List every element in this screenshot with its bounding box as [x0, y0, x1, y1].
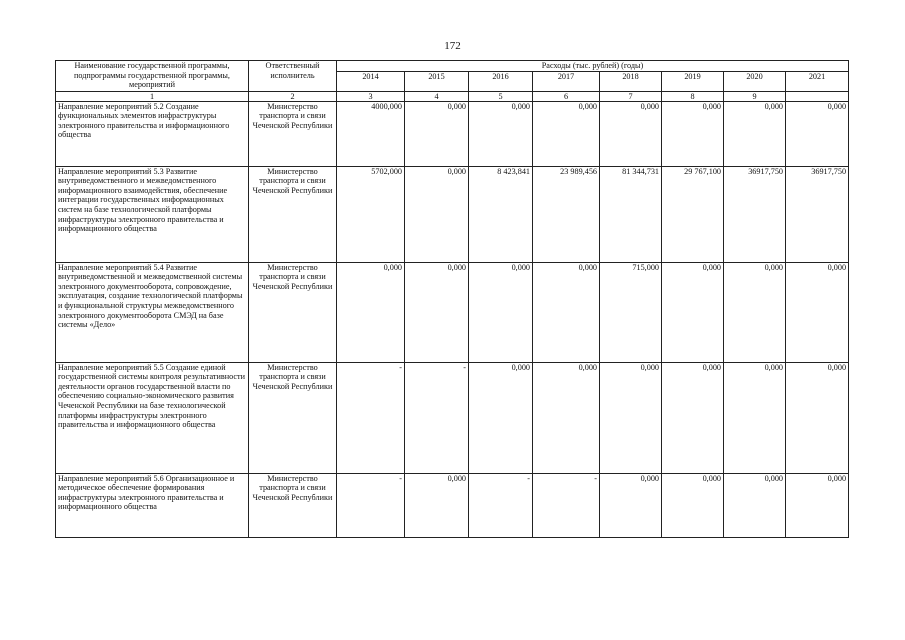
activity-name: Направление мероприятий 5.5 Создание единой государственной системы контроля результативности деятельности органов государственной власти по обеспечению социально-экономического развития Чеченской Республики на базе технологической платформы инфраструктуры электронного правительства и информационного общества [56, 362, 249, 473]
expense-value: 0,000 [662, 473, 724, 537]
expense-value: 0,000 [533, 262, 600, 362]
expense-value: 0,000 [533, 362, 600, 473]
expense-value: 0,000 [405, 473, 469, 537]
expense-value: 0,000 [662, 101, 724, 166]
expense-value: 0,000 [405, 262, 469, 362]
column-number-row [56, 91, 849, 101]
expense-value: 4000,000 [337, 101, 405, 166]
expense-value: 0,000 [469, 362, 533, 473]
column-number: 1 [56, 91, 249, 101]
expense-value: 0,000 [469, 262, 533, 362]
year-header: 2020 [724, 71, 786, 91]
activity-name: Направление мероприятий 5.3 Развитие внутриведомственного и межведомственного информационного взаимодействия, обеспечение интеграции государственных информационных систем на базе технологической платформы инфраструктуры электронного правительства и информационного общества [56, 166, 249, 262]
expense-value: 29 767,100 [662, 166, 724, 262]
expense-value: 0,000 [662, 362, 724, 473]
executor-column-header: Ответственный исполнитель [249, 61, 337, 92]
table-row [56, 262, 849, 362]
expense-value: - [469, 473, 533, 537]
year-header: 2015 [405, 71, 469, 91]
column-number: 2 [249, 91, 337, 101]
expense-value: - [533, 473, 600, 537]
year-header: 2019 [662, 71, 724, 91]
table-row [56, 166, 849, 262]
name-column-header: Наименование государственной программы, подпрограммы государственной программы, мероприятий [56, 61, 249, 92]
executor: Министерство транспорта и связи Чеченской Республики [249, 101, 337, 166]
activity-name: Направление мероприятий 5.4 Развитие внутриведомственной и межведомственной системы электронного документооборота, сопровождение, эксплуатация, создание технологической платформы и функциональной структуры межведомственного электронного документооборота СМЭД на базе системы «Дело» [56, 262, 249, 362]
expense-value: 0,000 [724, 473, 786, 537]
table-row [56, 362, 849, 473]
expense-value: 0,000 [600, 101, 662, 166]
expense-value: 0,000 [786, 262, 849, 362]
expense-value: 0,000 [724, 262, 786, 362]
expense-value: - [337, 473, 405, 537]
expense-value: 0,000 [786, 101, 849, 166]
header-row-top [56, 61, 849, 72]
activity-name: Направление мероприятий 5.6 Организационное и методическое обеспечение формирования инфраструктуры электронного правительства и информационного общества [56, 473, 249, 537]
expense-value: 0,000 [405, 101, 469, 166]
executor: Министерство транспорта и связи Чеченской Республики [249, 473, 337, 537]
expense-value: 0,000 [662, 262, 724, 362]
budget-table [55, 60, 849, 538]
expense-value: 0,000 [724, 101, 786, 166]
expense-value: 0,000 [533, 101, 600, 166]
column-number: 6 [533, 91, 600, 101]
column-number: 7 [600, 91, 662, 101]
year-header: 2016 [469, 71, 533, 91]
executor: Министерство транспорта и связи Чеченской Республики [249, 362, 337, 473]
year-header: 2017 [533, 71, 600, 91]
expense-value: 0,000 [600, 473, 662, 537]
table-row [56, 101, 849, 166]
expense-value: 8 423,841 [469, 166, 533, 262]
column-number: 3 [337, 91, 405, 101]
column-number: 4 [405, 91, 469, 101]
expense-value: 81 344,731 [600, 166, 662, 262]
expense-value: 0,000 [469, 101, 533, 166]
table-row [56, 473, 849, 537]
executor: Министерство транспорта и связи Чеченской Республики [249, 262, 337, 362]
column-number [786, 91, 849, 101]
expense-value: 5702,000 [337, 166, 405, 262]
expenses-column-header: Расходы (тыс. рублей) (годы) [337, 61, 849, 72]
column-number: 9 [724, 91, 786, 101]
expense-value: 36917,750 [724, 166, 786, 262]
column-number: 8 [662, 91, 724, 101]
expense-value: 0,000 [786, 473, 849, 537]
expense-value: 0,000 [405, 166, 469, 262]
column-number: 5 [469, 91, 533, 101]
expense-value: 715,000 [600, 262, 662, 362]
activity-name: Направление мероприятий 5.2 Создание функциональных элементов инфраструктуры электронного правительства и информационного общества [56, 101, 249, 166]
expense-value: 23 989,456 [533, 166, 600, 262]
expense-value: 0,000 [786, 362, 849, 473]
page-number: 172 [444, 40, 461, 52]
expense-value: 36917,750 [786, 166, 849, 262]
executor: Министерство транспорта и связи Чеченской Республики [249, 166, 337, 262]
expense-value: 0,000 [337, 262, 405, 362]
expense-value: 0,000 [724, 362, 786, 473]
year-header: 2021 [786, 71, 849, 91]
year-header: 2018 [600, 71, 662, 91]
expense-value: - [405, 362, 469, 473]
expense-value: 0,000 [600, 362, 662, 473]
expense-value: - [337, 362, 405, 473]
year-header: 2014 [337, 71, 405, 91]
